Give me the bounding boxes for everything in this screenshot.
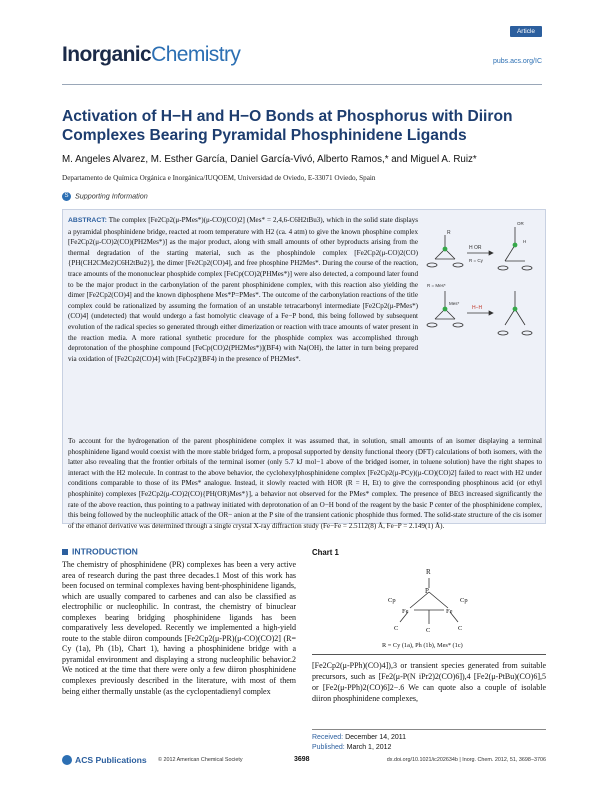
acs-logo-icon <box>62 755 72 765</box>
chart-r-label: R <box>426 568 431 576</box>
received-label: Received: <box>312 734 344 741</box>
received-date: December 14, 2011 <box>345 734 407 741</box>
page-number: 3698 <box>294 756 310 763</box>
graphic-r-cy: R = Cy <box>469 258 483 263</box>
abstract-body-top: The complex [Fe2Cp2(μ-PMes*)(μ-CO)(CO)2] (Mes* = 2,4,6-C6H2tBu3), which in the solid state displays a pyramidal phosphinidene bridge, reacted at room temperature with H2 (ca. 4 atm) to give the known phosphine complex [Fe2Cp2(μ-CO)2(CO)(PH2Mes*)] as the major product, along with small amounts of other byproducts arising from the thermal degradation of the starting material, such as the phosphindole complex [Fe2Cp2(μ-CO)2(CO){PH(CH2CMe2)C6H2tBu2}], the dimer [Fe2Cp2(CO)4], and free phosphine PH2Mes*. During the course of the reaction, trace amounts of the mononuclear phosphide complex [FeCp(CO)2(PHMes*)] were also detected, a compound later found to be the major product in the carbonylation of the parent phosphinidene complex, with this reaction also yielding the dimer [Fe2Cp2(CO)4] and the known diphosphene Mes*P=PMes*. The outcome of the carbonylation reactions of the title complex could be rationalized by assuming the formation of an unstable tetracarbonyl intermediate [Fe2Cp2(μ-PMes*)(CO)4] (undetected) that would undergo a fast homolytic cleavage of a Fe−P bond, this being followed by subsequent evolution of the radical species so generated through either dimerization or reaction with trace amounts of water present in the reaction media. A more rational synthetic procedure for the phosphide complex was accomplished through deprotonation of the phosphine compound [FeCp(CO)2(PH2Mes*)](BF4) with Na(OH), the latter in turn being prepared via oxidation of [Fe2Cp2(CO)4] with [FeCp2](BF4) in the presence of PH2Mes*. <box>68 216 418 363</box>
publication-dates <box>312 733 406 753</box>
chart-1-structure <box>352 562 512 650</box>
received-row <box>312 733 406 743</box>
chart-caption: R = Cy (1a), Ph (1b), Mes* (1c) <box>382 642 463 649</box>
abstract-box <box>62 209 546 530</box>
introduction-heading-text: INTRODUCTION <box>72 546 138 557</box>
article-type-badge: Article <box>510 26 542 37</box>
chart-co-right: C <box>458 625 463 632</box>
acs-logo-text: ACS Publications <box>75 755 147 765</box>
author-list: M. Angeles Alvarez, M. Esther García, Daniel García-Vivó, Alberto Ramos,* and Miguel A. Ruiz* <box>62 154 477 165</box>
section-square-icon <box>62 549 68 555</box>
chart-co-bridge: C <box>426 627 431 634</box>
article-title: Activation of H−H and H−O Bonds at Phosphorus with Diiron Complexes Bearing Pyramidal Phosphinidene Ligands <box>62 108 513 144</box>
phosphorus-atom <box>443 247 448 252</box>
affiliation: Departamento de Química Orgánica e Inorgánica/IUQOEM, Universidad de Oviedo, E-33071 Oviedo, Spain <box>62 174 376 182</box>
graphic-h-label: H <box>523 239 527 244</box>
introduction-text: The chemistry of phosphinidene (PR) complexes has been a very active area of research during the past three decades.1 Most of this work has been focused on terminal complexes having bent-phosphinidene ligands, which are usually compared to carbenes and can also be classified as electrophilic or nucleophilic. In contrast, the chemistry of binuclear complexes bearing bridging phosphinidene ligands has been comparatively less developed. Recently we implemented a high-yield route to the stable diiron compounds [Fe2Cp2(μ-PR)(μ-CO)(CO)2] (R= Cy (1a), Ph (1b), Chart 1), having a phosphinidene bridge with a pyramidal environment and displaying a strong nucleophilic behavior.2 We noticed at the time that there were only a few diiron phosphinidene complexes previously described in the literature, with most of them being either thermally unstable (as the cyclopentadienyl complex <box>62 560 296 696</box>
abstract-text-bottom: To account for the hydrogenation of the parent phosphinidene complex it was assumed that, in solution, small amounts of an isomer displaying a terminal phosphinidene ligand would coexist with the more stable bridged form, a proposal supported by density functional theory (DFT) calculations of both isomers, with the latter also revealing that the frontier orbitals of the terminal isomer (only 5.7 kJ mol−1 above of the bridged isomer, in toluene solution) have the right shapes to interact with the H2 molecule. In contrast to the above behavior, the cyclohexylphosphinidene complex [Fe2Cp2(μ-PCy)(μ-CO)(CO)2] failed to react with H2 under conditions comparable to those of its PMes* analogue. Instead, it slowly reacted with HOR (R = H, Et) to give the corresponding phosphinous acid (or ethyl phosphinite) complexes [Fe2Cp2(μ-CO)2(CO){PH(OR)Mes*}], a behavior not observed for the PMes* complex. The presence of BEt3 increased significantly the rate of the above reaction, thus pointing to a pathway initiated with deprotonation of an O−H bond of the reagent by the basic P center of the phosphinidene complex, this being followed by the nucleophilic attack of the OR− anion at the P site of the transient cationic phosphide thus formed. The solid-state structure of the cis isomer of the ethanol derivative was determined through a single crystal X-ray diffraction study (Fe−Fe = 2.5112(8) Å, Fe−P = 2.149(1) Å). <box>68 437 542 530</box>
page-footer <box>62 753 546 769</box>
journal-logo[interactable] <box>62 44 240 65</box>
chart-cp-left: Cp <box>388 597 396 604</box>
chart-divider <box>312 654 546 655</box>
introduction-heading <box>62 546 138 557</box>
doi-citation-link[interactable]: dx.doi.org/10.1021/ic202634b | Inorg. Chem. 2012, 51, 3698−3706 <box>386 757 546 763</box>
right-column-text: [Fe2Cp2(μ-PPh)(CO)4]),3 or transient species generated from suitable precursors, such as [Fe2(μ-P(N iPr2)2(CO)6]),4 [Fe2(μ-PtBu)(CO)6],5 or [Fe2(μ-PPh)2(CO)6]2−.6 We can quote also a couple of isolable diiron phosphinidene complexes, <box>312 661 546 704</box>
phosphine-product-structure <box>498 291 532 335</box>
chart-fe-left: Fe <box>402 608 409 615</box>
abstract-graphic <box>423 213 543 358</box>
published-date: March 1, 2012 <box>346 744 392 751</box>
journal-logo-part2: Chemistry <box>151 43 241 66</box>
phosphorus-atom-phosphine <box>513 307 518 312</box>
copyright: © 2012 American Chemical Society <box>158 757 243 763</box>
abstract-label: ABSTRACT: <box>68 217 107 224</box>
journal-logo-part1: Inorganic <box>62 43 152 66</box>
dates-divider <box>312 729 546 730</box>
chart-fe-right: Fe <box>446 608 453 615</box>
supporting-info-icon: S <box>62 192 71 201</box>
acs-publications-logo[interactable] <box>62 755 147 765</box>
header-divider <box>62 84 542 85</box>
phosphinous-acid-structure <box>498 227 532 270</box>
chart-co-left: C <box>394 625 399 632</box>
chart-cp-right: Cp <box>460 597 468 604</box>
graphic-hor-label: H OR <box>469 245 482 251</box>
graphic-or-label: OR <box>517 221 524 226</box>
chart-p-label: P <box>425 587 429 595</box>
supporting-info-label: Supporting Information <box>75 191 148 201</box>
chart-bonds <box>400 578 458 624</box>
supporting-information-link[interactable] <box>62 191 148 201</box>
published-row <box>312 743 406 753</box>
graphic-r-mes: R = Mes* <box>427 283 446 288</box>
graphic-mes-label: Mes* <box>449 301 460 306</box>
phosphorus-atom-mes <box>443 307 448 312</box>
graphic-r-top: R <box>447 230 451 236</box>
reaction-arrow-top <box>467 251 493 255</box>
chart-label: Chart 1 <box>312 548 339 557</box>
journal-url-link[interactable]: pubs.acs.org/IC <box>492 58 542 65</box>
abstract-text-top <box>68 215 418 364</box>
phosphorus-atom-product <box>513 243 518 248</box>
reaction-arrow-bottom <box>467 311 493 315</box>
published-label: Published: <box>312 744 345 751</box>
graphic-hh-label: H−H <box>472 305 483 311</box>
journal-header <box>62 26 542 76</box>
